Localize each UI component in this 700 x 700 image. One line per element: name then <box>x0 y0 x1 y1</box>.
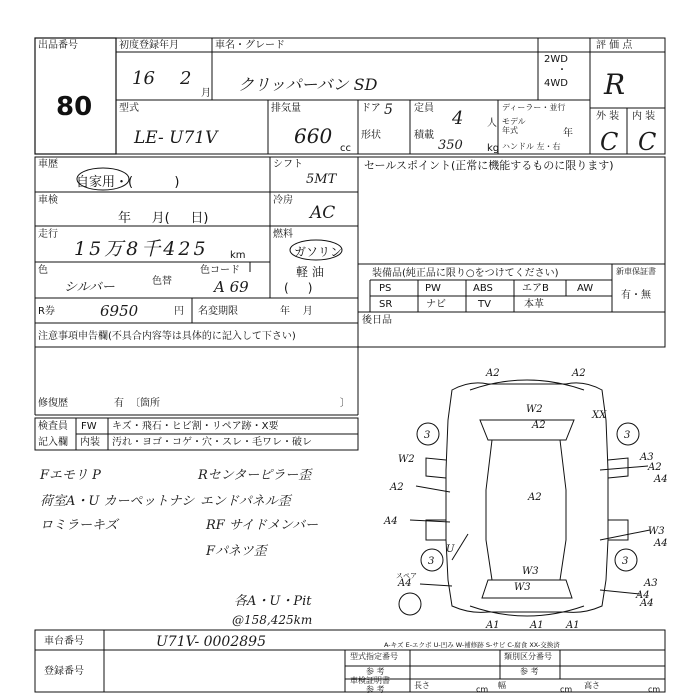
mark-a4-right: A4 <box>654 538 668 549</box>
mark-a1-rear-a: A1 <box>486 620 500 631</box>
fuel-paren: ( ) <box>284 281 313 295</box>
inspection-value: 年 月( 日) <box>118 211 209 226</box>
name-change-label: 名変期限 <box>198 306 238 317</box>
note-line-4: Rセンターピラー歪 <box>198 468 312 483</box>
handle-label: ハンドル 左・右 <box>502 142 561 151</box>
repair-label: 修復歴 <box>38 398 68 409</box>
class-label: 類別区分番号 <box>504 652 552 661</box>
mark-a4-rear-left: A4 <box>398 578 412 589</box>
repair-part: 〔箇所 <box>130 398 160 409</box>
equipment-label: 装備品(純正品に限り○をつけてください) <box>372 268 559 279</box>
doors-label: ドア <box>361 103 381 114</box>
first-reg-year: 16 <box>132 68 155 89</box>
width-label: 幅 <box>498 681 506 690</box>
note-line-7: Fパネツ歪 <box>206 544 267 559</box>
equip-airbag: エアB <box>522 283 549 294</box>
first-reg-month: 2 <box>180 68 192 89</box>
equip-navi: ナビ <box>426 299 446 310</box>
ac-value: AC <box>310 203 336 223</box>
interior-grade: C <box>638 128 657 156</box>
chassis-value: U71V- 0002895 <box>156 634 266 650</box>
note-line-2: 荷室A・U カーペットナシ <box>40 494 195 509</box>
color-change-label: 色替 <box>152 276 172 287</box>
fuel-label: 燃料 <box>273 229 293 240</box>
equip-ps: PS <box>379 283 392 294</box>
ac-label: 冷房 <box>273 195 293 206</box>
mark-a3-right: A3 <box>640 452 654 463</box>
month-unit: 月 <box>201 88 211 99</box>
mark-a3-rear-right: A3 <box>644 578 658 589</box>
mileage-label: 走行 <box>38 229 58 240</box>
width-unit: cm <box>560 685 573 694</box>
cert-ref: 参 考 <box>366 685 385 694</box>
load-label: 積載 <box>414 130 434 141</box>
first-reg-label: 初度登録年月 <box>119 40 179 51</box>
color-code-label: 色コード <box>200 265 240 276</box>
cert-label: 車検証明書 <box>350 676 390 685</box>
equip-sr: SR <box>379 299 393 310</box>
name-change-value: 年 月 <box>280 306 313 317</box>
mark-a4-left: A4 <box>384 516 398 527</box>
interior-label: 内 装 <box>632 111 656 122</box>
type-label: 型式 <box>119 103 139 114</box>
displacement-label: 排気量 <box>271 103 301 114</box>
spare-label: スペア <box>396 572 417 580</box>
type-cert-ref: 参 考 <box>366 667 385 676</box>
mark-3-fr: 3 <box>624 430 631 441</box>
mark-w3-right: W3 <box>648 526 665 537</box>
inspector-row2: 汚れ・ヨゴ・コゲ・穴・スレ・毛ワレ・破レ <box>112 437 312 448</box>
length-unit: cm <box>476 685 489 694</box>
inspector-label-1: 検査員 <box>38 421 68 432</box>
capacity-value: 4 <box>452 108 464 129</box>
model-grade-label: 車名・グレード <box>215 40 285 51</box>
yen-unit: 円 <box>174 306 184 317</box>
type-cert-label: 型式指定番号 <box>350 652 398 661</box>
diagram-legend: A-キズ E-エクボ U-凹み W-補修跡 S-サビ C-腐食 XX-交換済 <box>384 641 560 649</box>
shift-value: 5MT <box>306 172 337 187</box>
note-line-8: 各A・U・Pit <box>234 594 312 609</box>
repair-value: 有 <box>114 398 124 409</box>
mark-a2-right: A2 <box>648 462 662 473</box>
inspector-fw-tag: FW <box>81 421 97 432</box>
chassis-label: 車台番号 <box>44 636 84 647</box>
inspection-label: 車検 <box>38 195 58 206</box>
length-label: 長さ <box>414 681 430 690</box>
mark-w2-left: W2 <box>398 454 415 465</box>
repair-close: 〕 <box>340 398 350 409</box>
equip-tv: TV <box>478 299 491 310</box>
mark-a2-front-left: A2 <box>486 368 500 379</box>
rear-items-label: 後日品 <box>362 315 392 326</box>
mark-a2-left: A2 <box>390 482 404 493</box>
shift-label: シフト <box>273 159 303 170</box>
mileage-value: 15万8千425 <box>74 238 209 260</box>
class-ref: 参 考 <box>520 667 539 676</box>
mark-w3-a: W3 <box>522 566 539 577</box>
year-unit: 年 <box>563 128 573 139</box>
equip-pw: PW <box>425 283 441 294</box>
mark-3-fl: 3 <box>424 430 431 441</box>
inspector-interior-tag: 内装 <box>80 437 100 448</box>
registration-label: 登録番号 <box>44 666 84 677</box>
kg-unit: kg <box>487 143 500 154</box>
mark-a4-rear-right: A4 <box>636 590 650 601</box>
height-unit: cm <box>648 685 661 694</box>
equip-leather: 本革 <box>524 299 544 310</box>
model-grade: クリッパーバン SD <box>238 75 378 94</box>
fuel-gas: ガソリン <box>294 245 343 259</box>
dealer-label: ディーラー・並行 <box>502 103 566 112</box>
mark-a4-corner: A4 <box>640 598 654 609</box>
sales-point-label: セールスポイント(正常に機能するものに限ります) <box>364 159 614 172</box>
warranty-label: 新車保証書 <box>616 267 656 276</box>
r-ticket-label: R券 <box>38 306 55 317</box>
mark-a2-roof: A2 <box>528 492 542 503</box>
mark-a2-front-right: A2 <box>572 368 586 379</box>
fuel-light-oil: 軽 油 <box>296 265 324 279</box>
km-unit: km <box>230 250 246 261</box>
capacity-label: 定員 <box>414 103 434 114</box>
equip-abs: ABS <box>473 283 493 294</box>
height-label: 高さ <box>584 681 600 690</box>
type-value: LE- U71V <box>134 128 218 148</box>
mark-3-rr: 3 <box>622 556 629 567</box>
mark-a2-hood: A2 <box>532 420 546 431</box>
rating-value: R <box>604 68 626 101</box>
mark-a1-rear-b: A1 <box>530 620 544 631</box>
mark-3-rl: 3 <box>428 556 435 567</box>
color-code-value: A 69 <box>214 278 249 296</box>
mark-w2-hood: W2 <box>526 404 543 415</box>
color-value: シルバー <box>64 280 115 295</box>
person-unit: 人 <box>487 118 497 129</box>
lot-label: 出品番号 <box>38 40 78 51</box>
load-value: 350 <box>438 138 463 153</box>
note-line-1: Fエモリ P <box>40 468 101 483</box>
inspector-label-2: 記入欄 <box>38 437 68 448</box>
displacement-value: 660 <box>294 124 333 148</box>
mark-a4-right-b: A4 <box>654 474 668 485</box>
mark-u: U <box>446 544 455 555</box>
mark-w3-b: W3 <box>514 582 531 593</box>
inspector-row1: キズ・飛石・ヒビ割・リペア跡・X要 <box>112 421 279 432</box>
cc-unit: cc <box>340 143 351 154</box>
color-label: 色 <box>38 265 48 276</box>
history-label: 車歴 <box>38 159 58 170</box>
shape-label: 形状 <box>361 130 381 141</box>
drive-2wd: 2WD <box>544 54 568 65</box>
mark-xx: XX <box>592 410 607 421</box>
history-value: 自家用・( ) <box>76 175 180 190</box>
note-line-3: ロミラーキズ <box>40 518 118 533</box>
notes-label: 注意事項申告欄(不具合内容等は具体的に記入して下さい) <box>38 331 296 342</box>
r-ticket-value: 6950 <box>100 302 139 320</box>
lot-number: 80 <box>56 92 93 122</box>
rating-label: 評 価 点 <box>596 40 633 51</box>
note-line-6: RF サイドメンバー <box>206 518 318 533</box>
exterior-grade: C <box>600 128 619 156</box>
model-year-label: モデル年式 <box>502 117 526 135</box>
drive-4wd: 4WD <box>544 78 568 89</box>
exterior-label: 外 装 <box>596 111 620 122</box>
note-line-9: @158,425km <box>232 613 313 627</box>
warranty-value: 有・無 <box>621 290 651 301</box>
note-line-5: エンドパネル歪 <box>200 494 291 509</box>
drive-sep: ・ <box>557 65 567 76</box>
equip-aw: AW <box>577 283 594 294</box>
mark-a1-rear-c: A1 <box>566 620 580 631</box>
doors-value: 5 <box>384 102 393 118</box>
